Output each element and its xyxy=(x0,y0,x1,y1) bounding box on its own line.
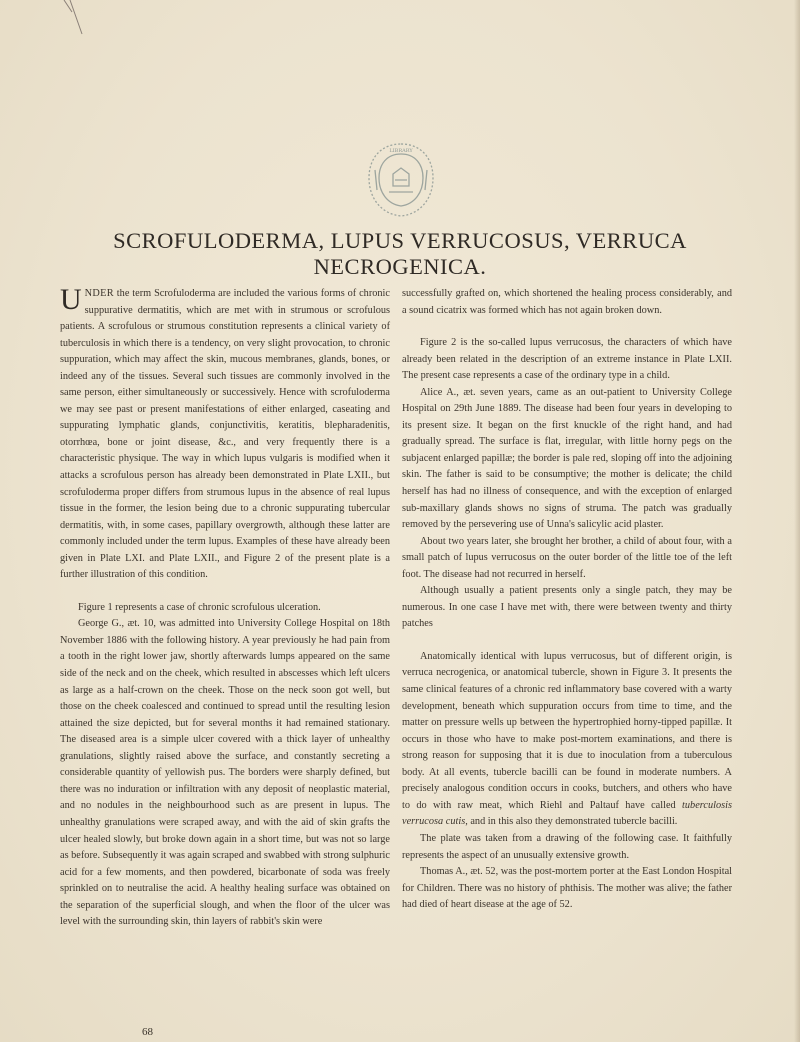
title-line-1: SCROFULODERMA, LUPUS VERRUCOSUS, VERRUCA xyxy=(113,228,687,253)
corner-pencil-mark-icon xyxy=(58,0,98,40)
left-column xyxy=(60,283,390,931)
page-title xyxy=(60,228,740,280)
italic-term: tuberculosis verrucosa cutis xyxy=(402,799,732,828)
drop-cap: U xyxy=(60,283,82,316)
page-number: 68 xyxy=(142,1026,153,1038)
paragraph-text: Anatomically identical with lupus verrucosus, but of different origin, is verruca necrogenica, or anatomical tubercle, shown in Figure 3. It presents the same clinical features of a chronic red inflammatory base covered with a warty development, beneath which suppuration occurs from time to time, and the matter on pressure wells up between the hypertrophied horny-tipped papillæ. It occurs in those who have to make post-mortem examinations, and there is strong reason for supposing that it is due to inoculation from a tuberculous body. At all events, tubercle bacilli can be found in moderate numbers. A precisely analogous condition occurs in cooks, butchers, and others who have to do with raw meat, which Riehl and Paltauf have called xyxy=(402,650,732,811)
paragraph: Although usually a patient presents only a single patch, they may be numerous. In one case I have met with, there were between twenty and thirty patches xyxy=(402,585,732,630)
paragraph: The plate was taken from a drawing of the following case. It faithfully represents the aspect of an unusually extensive growth. xyxy=(402,832,732,861)
paragraph: successfully grafted on, which shortened the healing process considerably, and a sound cicatrix was formed which has not again broken down. xyxy=(402,288,732,316)
stamp-text: LIBRARY xyxy=(389,148,413,154)
paragraph: Alice A., æt. seven years, came as an out-patient to University College Hospital on 29th June 1889. The disease had been four years in developing to its present size. It began on the first knuckle of the right hand, and had gradually spread. The surface is flat, irregular, with little horny pegs on the subjacent enlarged papillæ; the border is pale red, sloping off into the adjoining skin. The father is said to be consumptive; the mother is delicate; the child herself has had no illness of consequence, and with the exception of enlarged sub-maxillary glands shows no signs of struma. The patch was gradually removed by the persevering use of Unna's salicylic acid plaster. xyxy=(402,386,732,531)
right-column xyxy=(402,286,732,914)
library-stamp-icon xyxy=(365,140,437,220)
paragraph-text: , and in this also they demonstrated tubercle bacilli. xyxy=(465,816,678,828)
title-line-2: NECROGENICA. xyxy=(313,254,487,279)
paragraph: Thomas A., æt. 52, was the post-mortem porter at the East London Hospital for Children. There was no history of phthisis. The mother was alive; the father had died of heart disease at the age of 52. xyxy=(402,866,732,911)
paragraph: George G., æt. 10, was admitted into University College Hospital on 18th November 1886 with the following history. A year previously he had pain from a tooth in the right lower jaw, shortly afterwards lumps appeared on the same side of the neck and on the cheek, which resulted in abscesses which left ulcers as large as a half-crown on the cheek. Those on the neck soon got well, but those on the cheek coalesced and continued to spread until the resulting lesion attained the size depicted, but for several months it had remained stationary. The diseased area is a simple ulcer covered with a thick layer of unhealthy granulations, slightly raised above the surface, and constantly secreting a considerable quantity of yellowish pus. The borders were sharply defined, but there was no induration or infiltration with any deposit of neoplastic material, and no nodules in the neighbourhood such as are present in lupus. The unhealthy granulations were scraped away, and with the aid of skin grafts the ulcer healed slowly, but broke down again in a short time, but was not so large as before. Subsequently it was again scraped and swabbed with strong sulphuric acid for a few moments, and then powdered, bicarbonate of soda was freely sprinkled on to neutralise the acid. A healthy healing surface was obtained on the separation of the superficial slough, and when the floor of the ulcer was level with the surrounding skin, thin layers of rabbit's skin were xyxy=(60,618,390,928)
intro-lead: NDER xyxy=(84,288,114,299)
intro-paragraph xyxy=(60,283,390,584)
paragraph: Figure 1 represents a case of chronic scrofulous ulceration. xyxy=(78,601,321,613)
page-edge-shadow xyxy=(794,0,800,1042)
paragraph: About two years later, she brought her brother, a child of about four, with a small patch of lupus verrucosus on the outer border of the little toe of the left foot. The disease had not recurred in herself. xyxy=(402,535,732,580)
intro-text: the term Scrofuloderma are included the various forms of chronic suppurative dermatitis, which are met with in strumous or scrofulous patients. A scrofulous or strumous constitution represents a clinical variety of tuberculosis in which there is a tendency, on very slight provocation, to chronic suppuration, which may affect the skin, mucous membranes, glands, bones, or indeed any of the tissues. Several such tissues are commonly involved in the same person, either simultaneously or successively. Hence with scrofuloderma we may see past or present manifestations of either enlarged, caseating and suppurating lymphatic glands, conjunctivitis, keratitis, blepharadenitis, otorrhœa, bone or joint disease, &c., and very frequently there is a characteristic physique. The way in which lupus vulgaris is modified when it attacks a scrofulous person has already been demonstrated in Plate LXII., but scrofuloderma proper differs from strumous lupus in the absence of real lupus tissue in the former, the lesion being due to a chronic suppurating tubercular dermatitis, with, in some cases, papillary overgrowth, although these latter are commonly included under the term lupus. Examples of these have already been given in Plate LXI. and Plate LXII., and Figure 2 of the present plate is a further illustration of this condition. xyxy=(60,288,390,581)
paragraph xyxy=(402,649,732,831)
paragraph: Figure 2 is the so-called lupus verrucosus, the characters of which have already been related in the description of an extreme instance in Plate LXII. The present case represents a case of the ordinary type in a child. xyxy=(402,337,732,382)
